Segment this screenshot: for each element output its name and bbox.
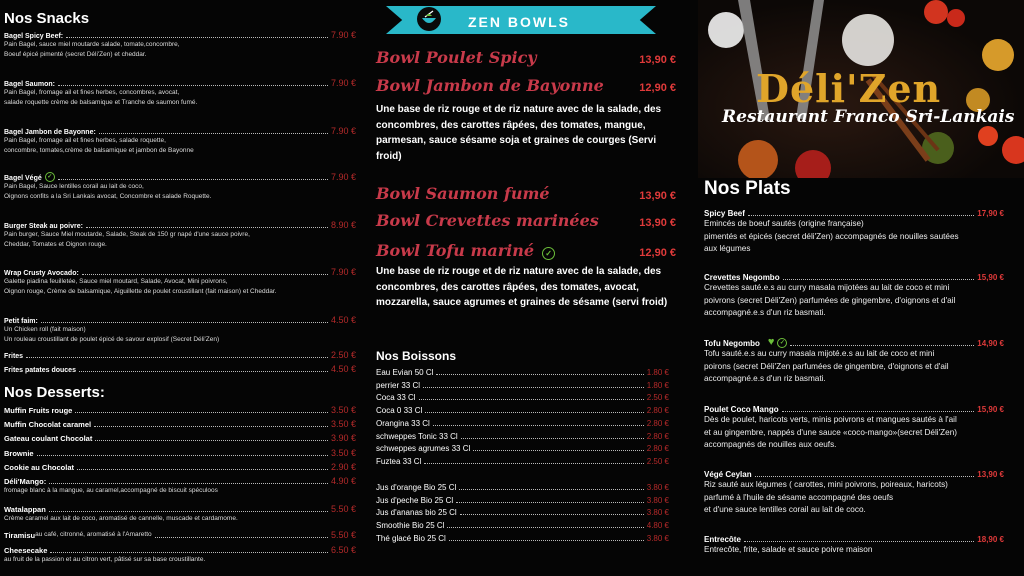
zen-bowls-title: ZEN BOWLS bbox=[468, 14, 570, 30]
item-price: 4.50 € bbox=[330, 315, 356, 325]
drink-name: perrier 33 Cl bbox=[376, 380, 421, 390]
drink-name: Thé glacé Bio 25 Cl bbox=[376, 533, 446, 543]
item-description: Pain burger, Sauce Miel moutarde, Salade, Steak de 150 gr napé d'une sauce poivre, bbox=[4, 231, 250, 238]
item-name: Cookie au Chocolat bbox=[4, 463, 75, 472]
item-description: Oignons confits a la Sri Lankais avocat, Concombre et salade Roquette. bbox=[4, 193, 212, 200]
bowl-item bbox=[376, 76, 676, 96]
drink-item bbox=[376, 455, 669, 466]
bowl-price: 13,90 € bbox=[639, 54, 676, 66]
drink-price: 2.80 € bbox=[646, 406, 669, 416]
drink-name: Jus d'ananas bio 25 Cl bbox=[376, 508, 457, 518]
drink-price: 4.80 € bbox=[646, 521, 669, 531]
drink-price: 1.80 € bbox=[646, 380, 669, 390]
item-price: 15,90 € bbox=[977, 405, 1004, 414]
bowl-name-wrap bbox=[376, 184, 550, 204]
snack-frites bbox=[4, 350, 356, 360]
snacks-title: Nos Snacks bbox=[4, 10, 90, 27]
drink-price: 3.80 € bbox=[646, 533, 669, 543]
item-description: poivrons (secret Déli'Zen) parfumées de gingembre, d'oignons et d'ail bbox=[704, 295, 956, 305]
item-price: 7.90 € bbox=[330, 30, 356, 40]
plat-item bbox=[704, 402, 1004, 452]
plat-item bbox=[704, 270, 1004, 320]
snack-item bbox=[4, 172, 356, 202]
item-description: salade roquette crème de balsamique et Tranche de saumon fumé. bbox=[4, 99, 198, 106]
drink-price: 3.80 € bbox=[646, 483, 669, 492]
drink-item bbox=[376, 379, 669, 390]
snacks-column bbox=[0, 0, 362, 576]
plats-column bbox=[698, 0, 1024, 576]
item-name: Wrap Crusty Avocado: bbox=[4, 270, 79, 277]
item-name: Frites patates douces bbox=[4, 367, 76, 374]
item-name: Bagel Spicy Beef: bbox=[4, 33, 64, 40]
drink-item bbox=[376, 417, 669, 428]
restaurant-subtitle: Restaurant Franco Sri-Lankais bbox=[722, 107, 1015, 127]
dessert-item bbox=[4, 432, 356, 443]
item-description: accompagnés de nouilles aux oeufs. bbox=[704, 440, 837, 449]
item-price: 2.90 € bbox=[330, 462, 356, 472]
item-name: Végé Ceylan bbox=[704, 470, 752, 479]
drink-item bbox=[376, 506, 669, 517]
dessert-item bbox=[4, 475, 356, 496]
item-description: aux légumes bbox=[704, 244, 751, 253]
item-description: Entrecôte, frite, salade et sauce poivre maison bbox=[704, 545, 873, 554]
snack-item bbox=[4, 126, 356, 156]
drink-price: 2.80 € bbox=[646, 431, 669, 441]
drink-item bbox=[376, 481, 669, 492]
plat-item bbox=[704, 532, 1004, 557]
dessert-item bbox=[4, 544, 356, 565]
item-price: 3.90 € bbox=[330, 433, 356, 443]
item-price: 3.50 € bbox=[330, 419, 356, 429]
dessert-item bbox=[4, 404, 356, 415]
bowl-name: Bowl Crevettes marinées bbox=[376, 211, 599, 230]
item-name: Watalappan bbox=[4, 505, 46, 514]
snack-item bbox=[4, 78, 356, 108]
item-name: Cheesecake bbox=[4, 546, 48, 555]
bowl-name: Bowl Tofu mariné bbox=[376, 241, 535, 260]
item-description: Emincés de boeuf sautés (origine française) bbox=[704, 219, 864, 228]
drink-price: 3.80 € bbox=[646, 508, 669, 518]
bowl-price: 13,90 € bbox=[639, 217, 676, 229]
item-price: 7.90 € bbox=[330, 267, 356, 277]
plat-item bbox=[704, 467, 1004, 517]
item-description: Tofu sauté.e.s au curry masala mijoté.e.s au lait de coco et mini bbox=[704, 349, 935, 358]
drink-item bbox=[376, 366, 669, 377]
drink-name: Jus d'orange Bio 25 Cl bbox=[376, 483, 457, 492]
item-name: Poulet Coco Mango bbox=[704, 405, 779, 414]
item-name: Gateau coulant Chocolat bbox=[4, 434, 93, 443]
plats-title: Nos Plats bbox=[704, 178, 791, 199]
bowl-name: Bowl Jambon de Bayonne bbox=[376, 76, 604, 95]
item-price: 3.50 € bbox=[330, 448, 356, 458]
item-description: Pain Bagel, sauce miel moutarde salade, tomate,concombre, bbox=[4, 41, 180, 48]
item-name: Frites bbox=[4, 353, 24, 360]
dessert-item bbox=[4, 503, 356, 524]
vegetarian-icon: ✓ bbox=[542, 247, 555, 260]
item-price: 5.50 € bbox=[330, 504, 356, 514]
drink-price: 1.80 € bbox=[646, 368, 669, 377]
item-description: Boeuf épicé pimenté (secret Déli'Zen) et cheddar. bbox=[4, 51, 147, 58]
item-price: 3.50 € bbox=[330, 405, 356, 415]
drink-price: 2.50 € bbox=[646, 393, 669, 403]
bowl-item bbox=[376, 211, 676, 231]
item-name: Brownie bbox=[4, 449, 34, 458]
item-price: 15,90 € bbox=[977, 273, 1004, 282]
drink-price: 2.80 € bbox=[646, 418, 669, 428]
bowl-icon bbox=[416, 6, 442, 32]
drink-name: Jus d'peche Bio 25 Cl bbox=[376, 495, 454, 505]
item-name: Tiramisu bbox=[4, 531, 36, 540]
bowl-name-wrap bbox=[376, 211, 599, 231]
item-description: Crevettes sauté.e.s au curry masala mijotées au lait de coco et mini bbox=[704, 283, 950, 292]
drinks-title: Nos Boissons bbox=[376, 349, 457, 363]
bowls-column bbox=[362, 0, 698, 576]
snack-item bbox=[4, 30, 356, 60]
bowl-item bbox=[376, 184, 676, 204]
dessert-item bbox=[4, 418, 356, 429]
item-name: Entrecôte bbox=[704, 535, 741, 544]
item-price: 4.90 € bbox=[330, 476, 356, 486]
item-description: accompagné.e.s d'un riz basmati. bbox=[704, 374, 826, 383]
item-name: Burger Steak au poivre: bbox=[4, 223, 83, 230]
bowl-name-wrap bbox=[376, 76, 604, 96]
item-description: Dès de poulet, haricots verts, minis poivrons et mangues sautés à l'ail bbox=[704, 415, 957, 424]
drink-name: Fuztea 33 Cl bbox=[376, 456, 422, 466]
item-description: Pain Bagel, fromage ail et fines herbes, salade roquette, bbox=[4, 137, 166, 144]
item-price: 7.90 € bbox=[330, 78, 356, 88]
plat-item bbox=[704, 206, 1004, 256]
item-price: 2.50 € bbox=[330, 350, 356, 360]
item-name: Bagel Végé bbox=[4, 175, 42, 182]
drink-price: 3.80 € bbox=[646, 495, 669, 505]
bowl-price: 13,90 € bbox=[639, 190, 676, 202]
item-price: 6.50 € bbox=[330, 545, 356, 555]
item-description: et au gingembre, nappés d'une sauce «coco-mango»(secret Déli'Zen) bbox=[704, 427, 957, 437]
item-description: concombre, tomates,crème de balsamique et jambon de Bayonne bbox=[4, 147, 194, 154]
bowl-name: Bowl Saumon fumé bbox=[376, 184, 550, 203]
drink-item bbox=[376, 391, 669, 402]
bowls-desc-2: Une base de riz rouge et de riz nature avec de la salade, des concombres, des carottes râpées, des tomates, avocat, mozzarella, sauce agrumes et graines de sésame (servi froid) bbox=[376, 266, 668, 308]
item-price: 18,90 € bbox=[977, 535, 1004, 544]
drink-name: Coca 0 33 Cl bbox=[376, 406, 423, 416]
snack-item bbox=[4, 315, 356, 345]
item-description: au café, citronné, aromatisé à l'Amaretto bbox=[35, 531, 152, 538]
item-description: Galette piadina feuilletée, Sauce miel moutard, Salade, Avocat, Mini poivrons, bbox=[4, 278, 228, 285]
item-price: 7.90 € bbox=[330, 126, 356, 136]
bowl-name-wrap bbox=[376, 48, 537, 68]
dessert-item bbox=[4, 529, 356, 540]
bowl-name-wrap bbox=[376, 241, 555, 261]
item-description: poirons (secret Déli'Zen parfumées de gingembre, d'oignons et d'ail bbox=[704, 361, 949, 371]
desserts-title: Nos Desserts: bbox=[4, 384, 105, 401]
item-description: Riz sauté aux légumes ( carottes, mini poivrons, poireaux, haricots) bbox=[704, 480, 948, 489]
dessert-item bbox=[4, 447, 356, 458]
snack-item bbox=[4, 220, 356, 250]
drink-name: schweppes agrumes 33 Cl bbox=[376, 444, 471, 454]
item-name: Déli'Mango: bbox=[4, 477, 47, 486]
item-description: pimentés et épicés (secret déli'Zen) accompagnés de nouilles sautées bbox=[704, 231, 959, 241]
item-description: parfumé à l'huile de sésame accompagné des oeufs bbox=[704, 492, 894, 502]
drink-name: Coca 33 Cl bbox=[376, 393, 416, 403]
item-price: 8.90 € bbox=[330, 220, 356, 230]
item-description: et d'une sauce lentilles corail au lait de coco. bbox=[704, 505, 866, 514]
item-description: accompagné.e.s d'un riz basmati. bbox=[704, 308, 826, 317]
drink-name: schweppes Tonic 33 Cl bbox=[376, 431, 458, 441]
logo: Déli'Zen bbox=[756, 66, 942, 111]
plat-item bbox=[704, 336, 1004, 386]
vegetarian-icon: ✓ bbox=[777, 338, 787, 348]
item-description: Oignon rouge, Crème de balsamique, Aiguillette de poulet croustillant (fait maison) et Cheddar. bbox=[4, 288, 277, 295]
drink-item bbox=[376, 442, 669, 453]
bowl-price: 12,90 € bbox=[639, 247, 676, 259]
drink-name: Smoothie Bio 25 Cl bbox=[376, 521, 445, 531]
item-name: Bagel Jambon de Bayonne: bbox=[4, 129, 96, 136]
item-price: 13,90 € bbox=[977, 470, 1004, 479]
item-description: fromage blanc à la mangue, au caramel,accompagné de biscuit spéculoos bbox=[4, 487, 218, 494]
item-name: Muffin Fruits rouge bbox=[4, 406, 73, 415]
item-price: 14,90 € bbox=[977, 339, 1004, 348]
item-description: Un Chicken roll (fait maison) bbox=[4, 326, 86, 333]
item-name: Spicy Beef bbox=[704, 209, 745, 218]
drink-price: 2.50 € bbox=[646, 456, 669, 466]
item-name: Muffin Chocolat caramel bbox=[4, 420, 92, 429]
drink-price: 2.80 € bbox=[646, 444, 669, 454]
snack-frites-patates bbox=[4, 364, 356, 374]
item-name: Crevettes Negombo bbox=[704, 273, 780, 282]
item-name: Tofu Negombo bbox=[704, 339, 760, 348]
bowls-desc-1: Une base de riz rouge et de riz nature avec de la salade, des concombres, des carottes râpées, des tomates, mangue, parmesan, sauce sésame soja et graines de courges (Servi froid) bbox=[376, 104, 662, 162]
item-description: Un rouleau croustillant de poulet épicé de savour explosif (Secret Déli'Zen) bbox=[4, 336, 220, 343]
drink-item bbox=[376, 430, 669, 441]
item-price: 17,90 € bbox=[977, 209, 1004, 218]
hero-image bbox=[698, 0, 1024, 178]
item-price: 7.90 € bbox=[330, 172, 356, 182]
drink-item bbox=[376, 494, 669, 505]
drink-item bbox=[376, 404, 669, 415]
drink-name: Eau Evian 50 Cl bbox=[376, 368, 434, 377]
item-name: Petit faim: bbox=[4, 318, 38, 325]
item-price: 4.50 € bbox=[330, 364, 356, 374]
bowl-item bbox=[376, 48, 676, 68]
item-description: Pain Bagel, fromage ail et fines herbes, concombres, avocat, bbox=[4, 89, 180, 96]
item-description: Crème caramel aux lait de coco, aromatisé de cannelle, muscade et cardamome. bbox=[4, 515, 238, 522]
item-price: 5.50 € bbox=[330, 530, 356, 540]
item-description: au fruit de la passion et au citron vert, pâtisé sur sa base croustillante. bbox=[4, 556, 206, 563]
vegetarian-icon: ✓ bbox=[45, 172, 55, 182]
bowl-name: Bowl Poulet Spicy bbox=[376, 48, 537, 67]
item-description: Cheddar, Tomates et Oignon rouge. bbox=[4, 241, 107, 248]
heart-icon: ♥ bbox=[767, 336, 775, 348]
item-name: Bagel Saumon: bbox=[4, 81, 55, 88]
drink-item bbox=[376, 532, 669, 543]
drink-name: Orangina 33 Cl bbox=[376, 418, 430, 428]
snack-item bbox=[4, 267, 356, 297]
bowl-price: 12,90 € bbox=[639, 82, 676, 94]
drink-item bbox=[376, 519, 669, 530]
dessert-item bbox=[4, 461, 356, 472]
item-description: Pain Bagel, Sauce lentilles corail au lait de coco, bbox=[4, 183, 144, 190]
bowl-item bbox=[376, 241, 676, 261]
